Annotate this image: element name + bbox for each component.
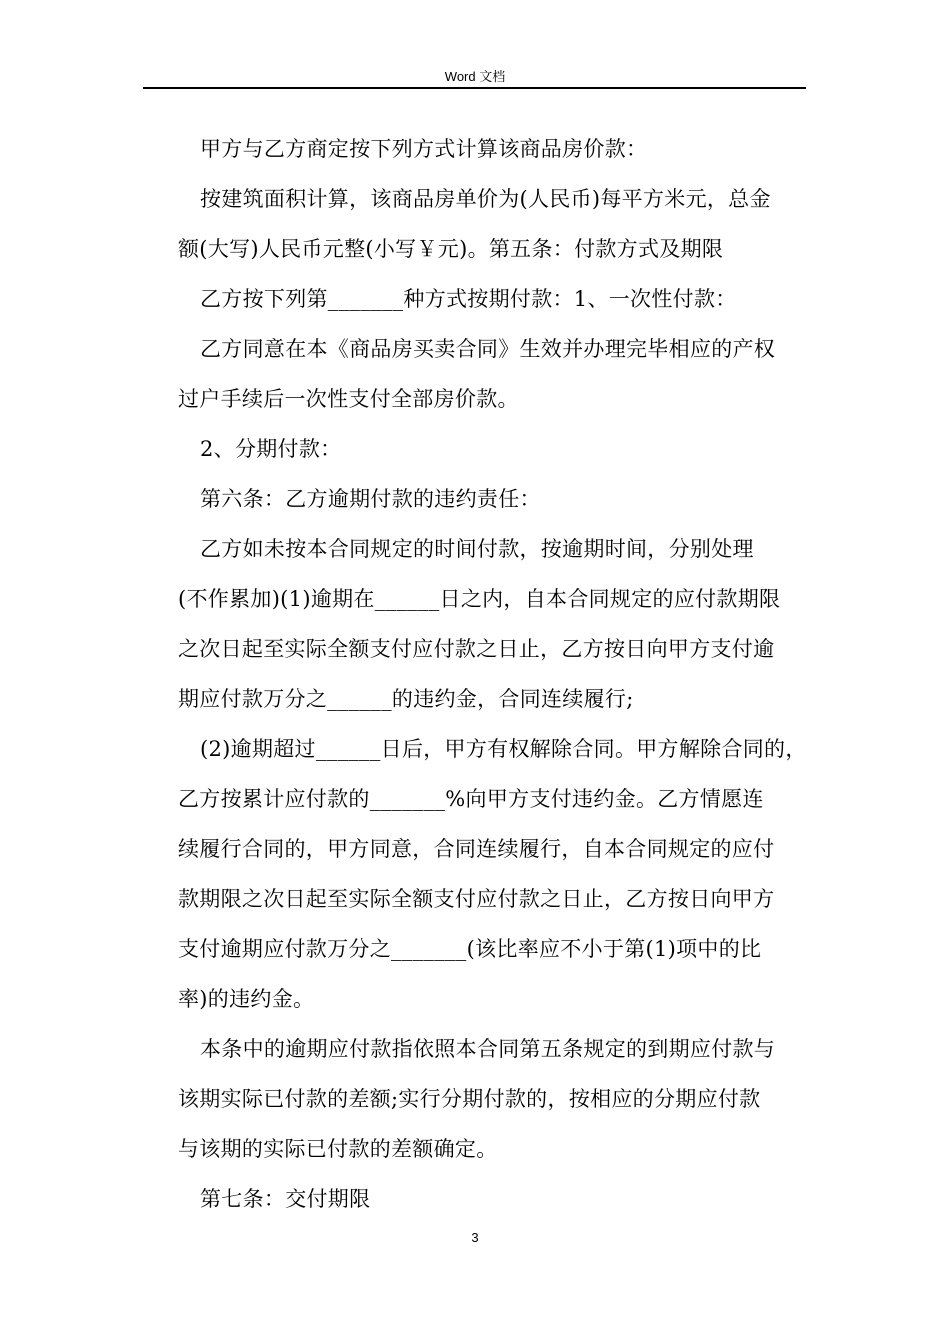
text-line: 支付逾期应付款万分之_______(该比率应不小于第(1)项中的比 — [178, 937, 762, 961]
text-line: 本条中的逾期应付款指依照本合同第五条规定的到期应付款与 — [200, 1037, 776, 1061]
text-line: 额(大写)人民币元整(小写￥元)。第五条：付款方式及期限 — [178, 237, 724, 261]
text-line: 与该期的实际已付款的差额确定。 — [178, 1137, 498, 1161]
text-line: 2、分期付款： — [200, 437, 342, 461]
page-header: Word 文档 — [444, 69, 506, 84]
text-line: 甲方与乙方商定按下列方式计算该商品房价款： — [200, 137, 648, 161]
text-line: 期应付款万分之______的违约金，合同连续履行; — [178, 687, 634, 711]
text-line: 率)的违约金。 — [178, 987, 315, 1011]
text-line: 第七条：交付期限 — [200, 1187, 371, 1211]
text-line: 乙方同意在本《商品房买卖合同》生效并办理完毕相应的产权 — [200, 337, 776, 361]
text-line: 按建筑面积计算，该商品房单价为(人民币)每平方米元，总金 — [200, 187, 771, 211]
text-line: 之次日起至实际全额支付应付款之日止，乙方按日向甲方支付逾 — [178, 637, 775, 661]
text-line: 过户手续后一次性支付全部房价款。 — [178, 387, 519, 411]
page-number: 3 — [471, 1230, 479, 1245]
text-line: 乙方按下列第_______种方式按期付款：1、一次性付款： — [200, 287, 737, 311]
text-line: (2)逾期超过______日后，甲方有权解除合同。甲方解除合同的， — [200, 737, 807, 761]
text-line: 续履行合同的，甲方同意，合同连续履行，自本合同规定的应付 — [178, 837, 775, 861]
text-line: 第六条：乙方逾期付款的违约责任： — [200, 487, 541, 511]
text-line: 乙方按累计应付款的_______%向甲方支付违约金。乙方情愿连 — [178, 787, 764, 811]
text-line: 款期限之次日起至实际全额支付应付款之日止，乙方按日向甲方 — [178, 887, 775, 911]
text-line: 乙方如未按本合同规定的时间付款，按逾期时间，分别处理 — [200, 537, 754, 561]
text-line: 该期实际已付款的差额;实行分期付款的，按相应的分期应付款 — [178, 1087, 761, 1111]
text-line: (不作累加)(1)逾期在______日之内，自本合同规定的应付款期限 — [178, 587, 781, 611]
